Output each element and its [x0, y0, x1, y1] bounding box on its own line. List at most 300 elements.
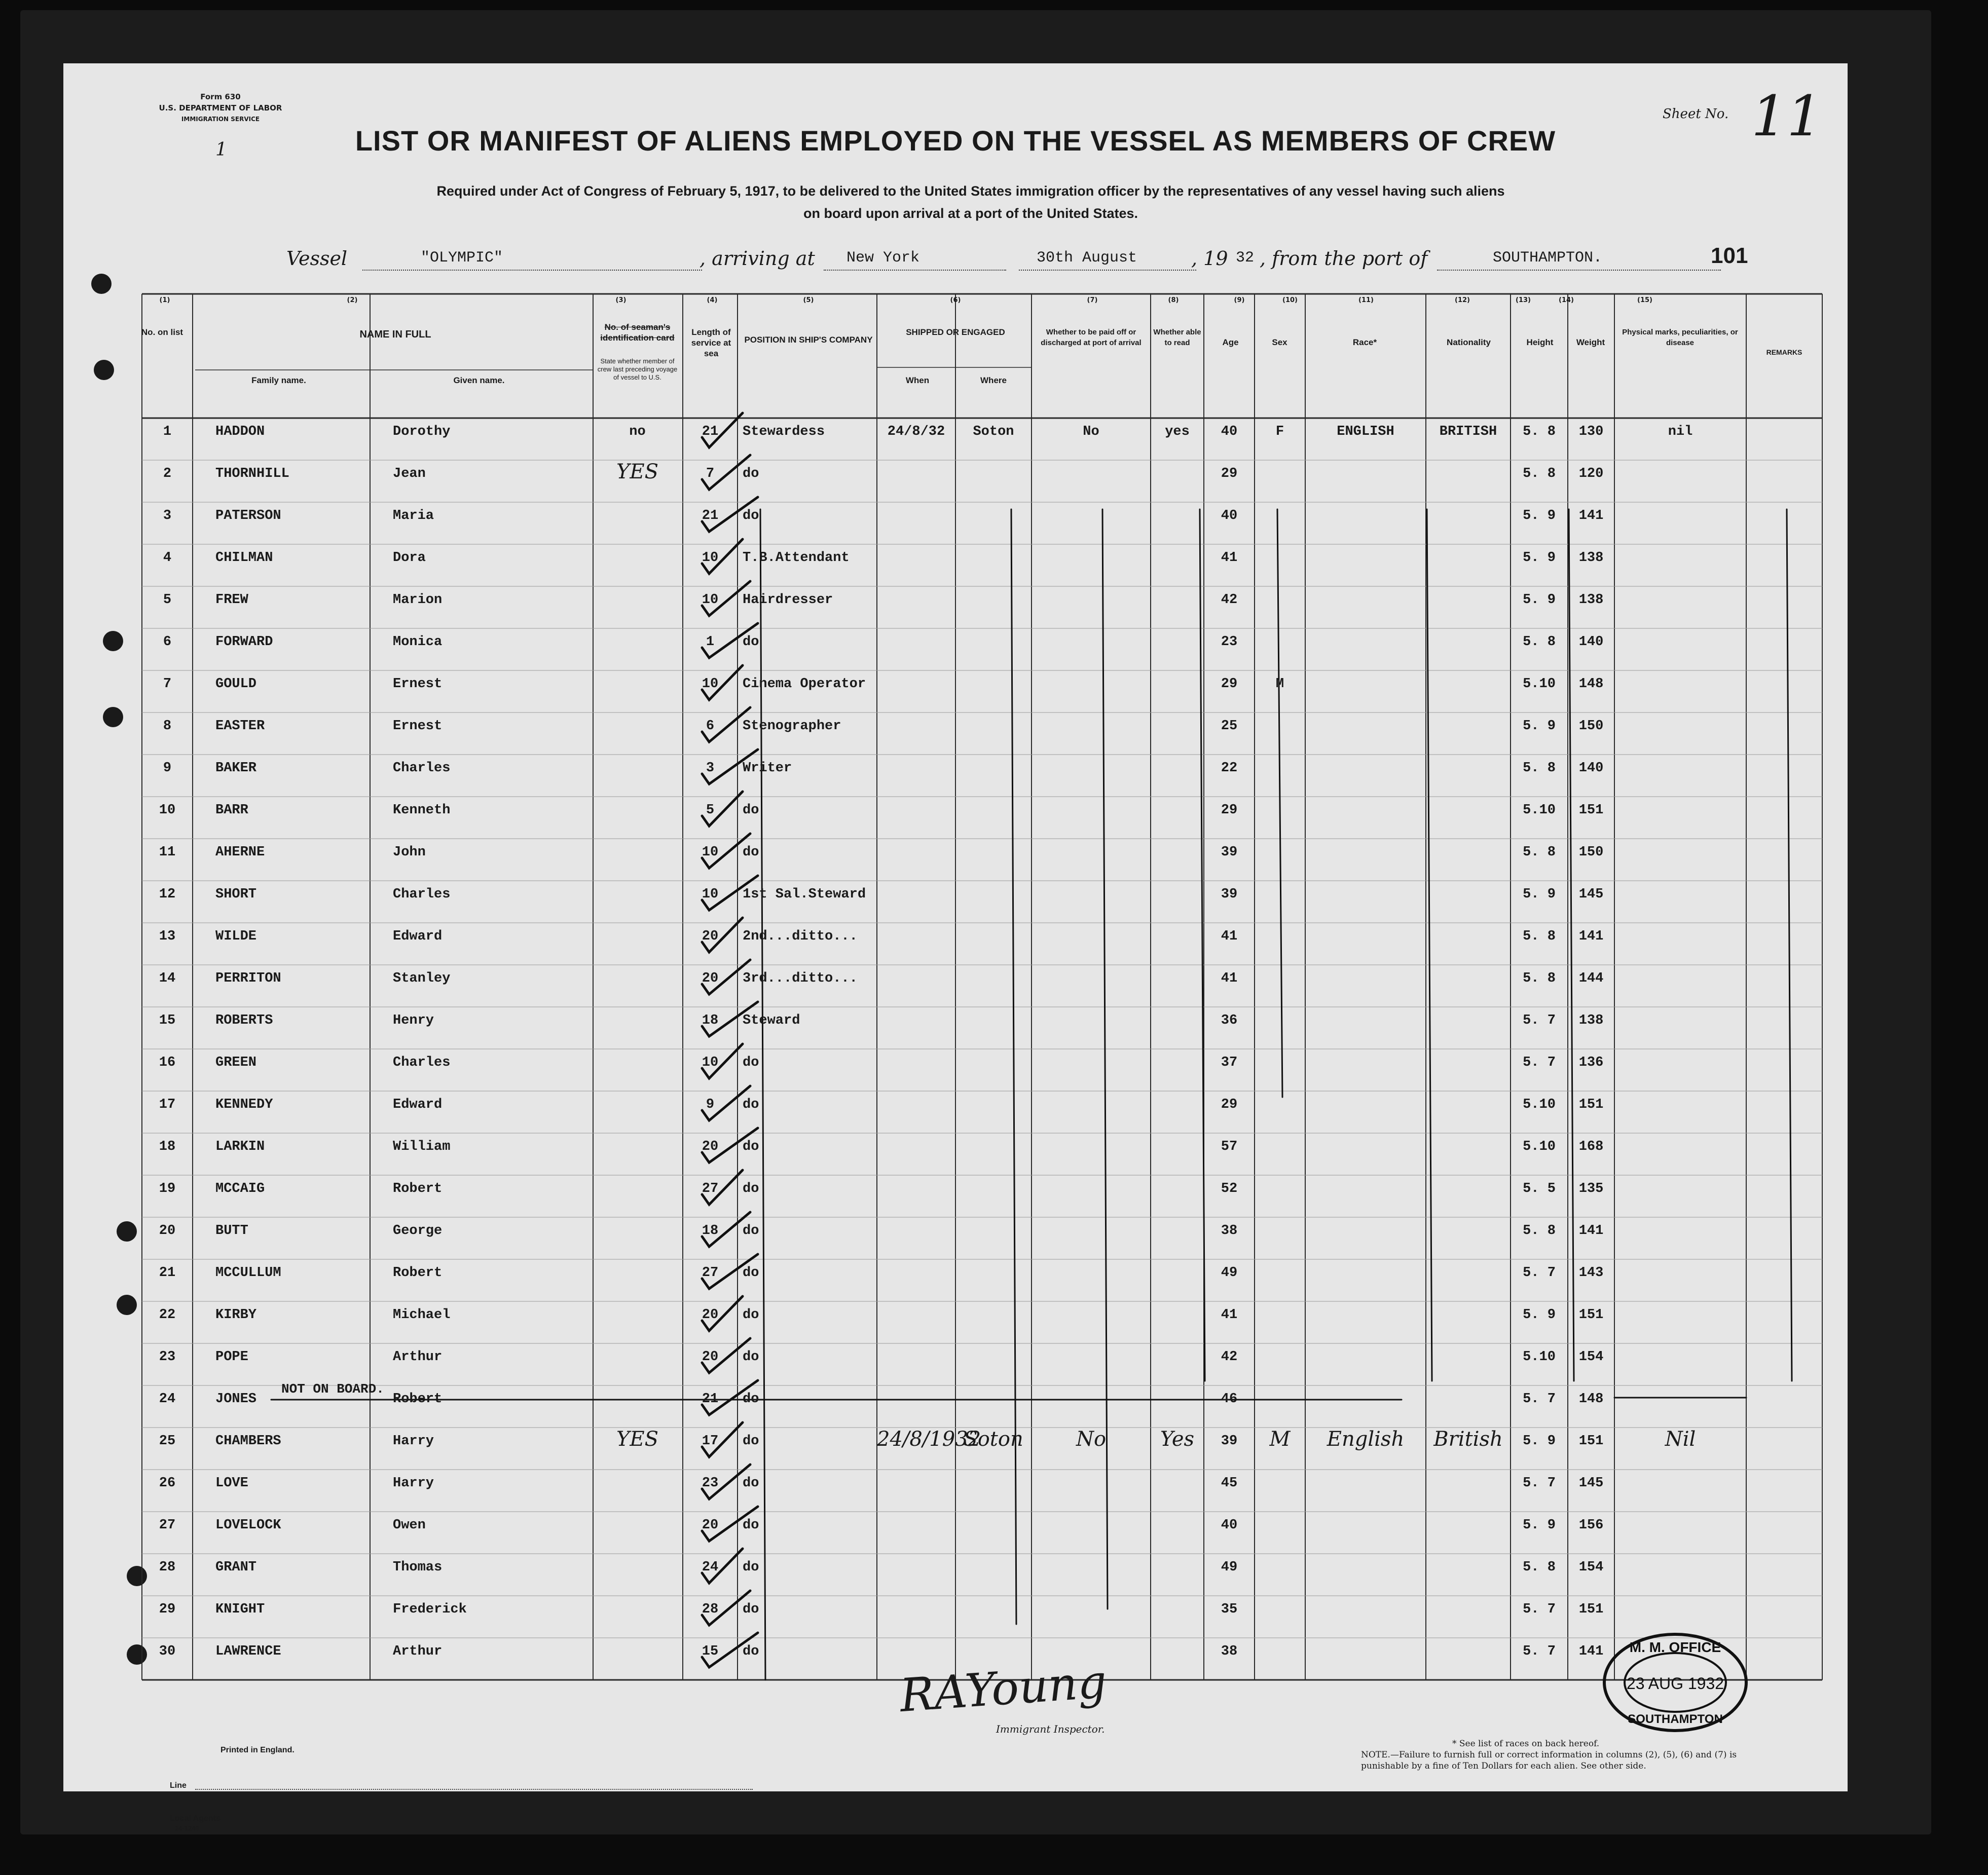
- cell-service: 10: [702, 592, 719, 608]
- cell-family: MCCAIG: [215, 1181, 265, 1196]
- cell-no: 13: [159, 929, 176, 944]
- cell-no: 18: [159, 1139, 176, 1154]
- cell-given: Robert: [393, 1265, 443, 1281]
- cell-age: 52: [1221, 1181, 1238, 1196]
- cell-position: do: [743, 1349, 759, 1365]
- cell-family: LAWRENCE: [215, 1644, 281, 1659]
- cell-given: Edward: [393, 1097, 443, 1112]
- cell-no: 23: [159, 1349, 176, 1365]
- cell-no: 3: [163, 508, 172, 523]
- cell-position: do: [743, 1476, 759, 1491]
- cell-position: Writer: [743, 761, 792, 776]
- cell-given: Owen: [393, 1518, 426, 1533]
- cell-no: 2: [163, 466, 172, 481]
- cell-position: do: [743, 1392, 759, 1407]
- cell-read: yes: [1165, 424, 1190, 439]
- cell-service: 20: [702, 1307, 719, 1323]
- line-field: [195, 1789, 753, 1790]
- cell-weight: 130: [1578, 424, 1604, 439]
- header-name-in-full: NAME IN FULL: [359, 329, 431, 340]
- header-where: Where: [980, 376, 1007, 385]
- cell-position: do: [743, 466, 759, 481]
- cell-nat: BRITISH: [1439, 424, 1497, 439]
- cell-sex: M: [1275, 677, 1284, 692]
- arrival-date: 30th August: [1037, 249, 1137, 267]
- cell-position: do: [743, 1518, 759, 1533]
- cell-height: 5. 9: [1523, 719, 1556, 734]
- cell-family: CHILMAN: [215, 550, 273, 566]
- cell-family: LOVE: [215, 1476, 248, 1491]
- cell-read: Yes: [1160, 1428, 1195, 1451]
- cell-sex: M: [1269, 1428, 1291, 1451]
- cell-no: 24: [159, 1392, 176, 1407]
- cell-age: 37: [1221, 1055, 1238, 1070]
- column-number: (6): [950, 296, 961, 304]
- cell-given: Marion: [393, 592, 443, 608]
- margin-mark: 1: [215, 139, 227, 160]
- cell-weight: 120: [1578, 466, 1604, 481]
- cell-weight: 140: [1578, 634, 1604, 650]
- cell-no: 10: [159, 803, 176, 818]
- cell-service: 10: [702, 1055, 719, 1070]
- document-title: LIST OR MANIFEST OF ALIENS EMPLOYED ON THE VESSEL AS MEMBERS OF CREW: [355, 125, 1556, 157]
- cell-age: 49: [1221, 1265, 1238, 1281]
- cell-family: ROBERTS: [215, 1013, 273, 1028]
- cell-service: 20: [702, 1139, 719, 1154]
- cell-family: AHERNE: [215, 845, 265, 860]
- header-able-to-read: Whether able to read: [1153, 328, 1201, 347]
- cell-given: Harry: [393, 1434, 434, 1449]
- cell-when: 24/8/32: [887, 424, 945, 439]
- cell-no: 15: [159, 1013, 176, 1028]
- cell-family: KIRBY: [215, 1307, 257, 1323]
- cell-prev: no: [629, 424, 646, 439]
- cell-height: 5. 7: [1523, 1265, 1556, 1281]
- cell-position: do: [743, 1644, 759, 1659]
- cell-height: 5. 8: [1523, 845, 1556, 860]
- header-when: When: [905, 376, 930, 385]
- cell-no: 7: [163, 677, 172, 692]
- cell-age: 23: [1221, 634, 1238, 650]
- cell-no: 9: [163, 761, 172, 776]
- cell-age: 36: [1221, 1013, 1238, 1028]
- cell-weight: 154: [1578, 1560, 1604, 1575]
- header-previous-voyage: State whether member of crew last preceding voyage of vessel to U.S.: [597, 357, 678, 381]
- cell-given: Ernest: [393, 719, 443, 734]
- cell-age: 29: [1221, 677, 1238, 692]
- cell-prev: YES: [616, 460, 658, 483]
- cell-age: 42: [1221, 1349, 1238, 1365]
- cell-position: do: [743, 1055, 759, 1070]
- cell-weight: 151: [1578, 1602, 1604, 1617]
- cell-height: 5. 9: [1523, 508, 1556, 523]
- cell-service: 3: [706, 761, 715, 776]
- cell-given: Arthur: [393, 1644, 443, 1659]
- cell-position: do: [743, 1097, 759, 1112]
- cell-no: 6: [163, 634, 172, 650]
- cell-weight: 138: [1578, 550, 1604, 566]
- cell-given: Charles: [393, 1055, 451, 1070]
- cell-position: do: [743, 1434, 759, 1449]
- cell-family: BAKER: [215, 761, 257, 776]
- cell-height: 5. 8: [1523, 971, 1556, 986]
- form-number: Form 630: [200, 92, 241, 101]
- manifest-page: [63, 63, 1848, 1791]
- cell-weight: 141: [1578, 1644, 1604, 1659]
- cell-age: 29: [1221, 1097, 1238, 1112]
- cell-position: do: [743, 1223, 759, 1239]
- sheet-number-label: Sheet No.: [1663, 106, 1729, 122]
- cell-position: do: [743, 1307, 759, 1323]
- cell-family: THORNHILL: [215, 466, 289, 481]
- cell-height: 5. 9: [1523, 550, 1556, 566]
- header-family-name: Family name.: [251, 376, 306, 385]
- subtitle-line: on board upon arrival at a port of the United States.: [803, 206, 1138, 221]
- cell-height: 5. 7: [1523, 1055, 1556, 1070]
- cell-weight: 151: [1578, 1434, 1604, 1449]
- penalty-note: NOTE.—Failure to furnish full or correct information in columns (2), (5), (6) and (7) is punishable by a fine of Ten Dollars for each alien. See other side.: [1361, 1750, 1737, 1771]
- cell-service: 10: [702, 845, 719, 860]
- cell-height: 5. 8: [1523, 929, 1556, 944]
- cell-given: Thomas: [393, 1560, 443, 1575]
- arrival-year: 32: [1236, 249, 1255, 267]
- cell-age: 40: [1221, 424, 1238, 439]
- cell-height: 5. 9: [1523, 1518, 1556, 1533]
- cell-weight: 145: [1578, 887, 1604, 902]
- cell-no: 21: [159, 1265, 176, 1281]
- cell-marks: nil: [1668, 424, 1693, 439]
- cell-given: Henry: [393, 1013, 434, 1028]
- cell-weight: 141: [1578, 1223, 1604, 1239]
- cell-given: Jean: [393, 466, 426, 481]
- cell-no: 27: [159, 1518, 176, 1533]
- service-name: IMMIGRATION SERVICE: [181, 116, 260, 123]
- cell-weight: 141: [1578, 508, 1604, 523]
- header-remarks: REMARKS: [1766, 348, 1802, 356]
- cell-position: do: [743, 845, 759, 860]
- cell-age: 40: [1221, 1518, 1238, 1533]
- cell-service: 20: [702, 1518, 719, 1533]
- cell-position: do: [743, 1265, 759, 1281]
- cell-service: 1: [706, 634, 715, 650]
- cell-family: JONES: [215, 1392, 257, 1407]
- cell-position: 1st Sal.Steward: [743, 887, 866, 902]
- cell-family: BARR: [215, 803, 248, 818]
- cell-weight: 156: [1578, 1518, 1604, 1533]
- cell-age: 41: [1221, 1307, 1238, 1323]
- cell-height: 5. 7: [1523, 1602, 1556, 1617]
- cell-age: 39: [1221, 887, 1238, 902]
- cell-position: T.B.Attendant: [743, 550, 850, 566]
- cell-no: 11: [159, 845, 176, 860]
- cell-no: 5: [163, 592, 172, 608]
- cell-given: Monica: [393, 634, 443, 650]
- cell-family: FREW: [215, 592, 248, 608]
- cell-weight: 140: [1578, 761, 1604, 776]
- cell-service: 10: [702, 677, 719, 692]
- stamp-place: SOUTHAMPTON: [1628, 1712, 1723, 1726]
- cell-family: CHAMBERS: [215, 1434, 281, 1449]
- cell-given: Harry: [393, 1476, 434, 1491]
- form-code: 14-1240: [175, 1824, 199, 1832]
- cell-position: Cinema Operator: [743, 677, 866, 692]
- office-stamp: [1599, 1629, 1751, 1736]
- cell-no: 1: [163, 424, 172, 439]
- cell-given: Michael: [393, 1307, 451, 1323]
- cell-given: Charles: [393, 761, 451, 776]
- cell-age: 35: [1221, 1602, 1238, 1617]
- cell-height: 5. 9: [1523, 887, 1556, 902]
- cell-age: 40: [1221, 508, 1238, 523]
- cell-position: do: [743, 1560, 759, 1575]
- stamp-date: 23 AUG 1932: [1626, 1674, 1724, 1693]
- cell-family: PERRITON: [215, 971, 281, 986]
- cell-prev: YES: [616, 1428, 658, 1451]
- cell-no: 17: [159, 1097, 176, 1112]
- cell-service: 27: [702, 1181, 719, 1196]
- cell-no: 28: [159, 1560, 176, 1575]
- cell-when: 24/8/1932: [877, 1428, 981, 1451]
- cell-age: 49: [1221, 1560, 1238, 1575]
- header-race: Race*: [1352, 338, 1377, 347]
- header-sex: Sex: [1272, 338, 1287, 347]
- cell-family: WILDE: [215, 929, 257, 944]
- header-height: Height: [1526, 338, 1554, 347]
- cell-given: Frederick: [393, 1602, 467, 1617]
- cell-family: KENNEDY: [215, 1097, 273, 1112]
- cell-position: do: [743, 1139, 759, 1154]
- cell-height: 5. 8: [1523, 466, 1556, 481]
- cell-weight: 150: [1578, 719, 1604, 734]
- cell-height: 5. 7: [1523, 1013, 1556, 1028]
- departure-port: SOUTHAMPTON.: [1493, 249, 1603, 267]
- cell-position: do: [743, 803, 759, 818]
- printed-in: Printed in England.: [220, 1746, 294, 1754]
- cell-service: 21: [702, 1392, 719, 1407]
- cell-height: 5.10: [1523, 1097, 1556, 1112]
- column-number: (2): [347, 296, 358, 304]
- page-number: 101: [1711, 243, 1748, 268]
- cell-weight: 138: [1578, 1013, 1604, 1028]
- stamp-office: M. M. OFFICE: [1629, 1639, 1721, 1655]
- subtitle-line: Required under Act of Congress of February 5, 1917, to be delivered to the United States immigration officer by the representatives of any vessel having such aliens: [436, 183, 1505, 199]
- cell-age: 45: [1221, 1476, 1238, 1491]
- cell-service: 23: [702, 1476, 719, 1491]
- cell-position: Stewardess: [743, 424, 825, 439]
- agents-label: Local Agents: [170, 1814, 220, 1823]
- cell-service: 18: [702, 1013, 719, 1028]
- cell-given: John: [393, 845, 426, 860]
- cell-family: POPE: [215, 1349, 248, 1365]
- cell-weight: 148: [1578, 677, 1604, 692]
- column-number: (8): [1168, 296, 1179, 304]
- header-physical-marks: Physical marks, peculiarities, or disease: [1622, 328, 1738, 347]
- cell-service: 18: [702, 1223, 719, 1239]
- cell-age: 42: [1221, 592, 1238, 608]
- cell-weight: 145: [1578, 1476, 1604, 1491]
- cell-service: 5: [706, 803, 715, 818]
- column-number: (15): [1637, 296, 1652, 304]
- cell-service: 27: [702, 1265, 719, 1281]
- cell-age: 39: [1221, 845, 1238, 860]
- cell-age: 29: [1221, 803, 1238, 818]
- cell-age: 57: [1221, 1139, 1238, 1154]
- cell-service: 10: [702, 550, 719, 566]
- cell-position: do: [743, 1181, 759, 1196]
- header-position: POSITION IN SHIP'S COMPANY: [744, 335, 873, 345]
- column-number: (5): [803, 296, 814, 304]
- cell-height: 5. 9: [1523, 1307, 1556, 1323]
- not-on-board-annotation: NOT ON BOARD.: [281, 1381, 384, 1397]
- cell-given: George: [393, 1223, 443, 1239]
- cell-height: 5.10: [1523, 1349, 1556, 1365]
- cell-age: 29: [1221, 466, 1238, 481]
- cell-no: 12: [159, 887, 176, 902]
- cell-height: 5. 5: [1523, 1181, 1556, 1196]
- cell-given: Edward: [393, 929, 443, 944]
- cell-height: 5. 8: [1523, 761, 1556, 776]
- column-number: (9): [1234, 296, 1245, 304]
- cell-weight: 151: [1578, 803, 1604, 818]
- cell-service: 7: [706, 466, 715, 481]
- cell-family: LARKIN: [215, 1139, 265, 1154]
- cell-weight: 136: [1578, 1055, 1604, 1070]
- cell-position: do: [743, 508, 759, 523]
- cell-no: 30: [159, 1644, 176, 1659]
- cell-height: 5.10: [1523, 677, 1556, 692]
- header-no-on-list: No. on list: [141, 327, 183, 337]
- cell-height: 5. 8: [1523, 634, 1556, 650]
- cell-given: Dora: [393, 550, 426, 566]
- cell-family: FORWARD: [215, 634, 273, 650]
- cell-height: 5. 8: [1523, 424, 1556, 439]
- cell-height: 5. 7: [1523, 1476, 1556, 1491]
- cell-family: LOVELOCK: [215, 1518, 281, 1533]
- cell-where: Soton: [964, 1428, 1023, 1451]
- cell-weight: 154: [1578, 1349, 1604, 1365]
- header-paid-off: Whether to be paid off or discharged at port of arrival: [1041, 328, 1142, 347]
- from-port-label: , from the port of: [1260, 247, 1428, 270]
- cell-height: 5. 8: [1523, 1223, 1556, 1239]
- cell-given: Dorothy: [393, 424, 451, 439]
- cell-age: 39: [1221, 1434, 1238, 1449]
- cell-race: English: [1327, 1428, 1405, 1451]
- cell-height: 5.10: [1523, 803, 1556, 818]
- cell-position: Steward: [743, 1013, 800, 1028]
- cell-service: 20: [702, 971, 719, 986]
- cell-no: 19: [159, 1181, 176, 1196]
- cell-weight: 151: [1578, 1307, 1604, 1323]
- cell-given: Charles: [393, 887, 451, 902]
- cell-position: Stenographer: [743, 719, 841, 734]
- cell-service: 17: [702, 1434, 719, 1449]
- column-number: (10): [1282, 296, 1298, 304]
- year-label: , 19: [1191, 247, 1228, 270]
- cell-no: 29: [159, 1602, 176, 1617]
- sheet-number: 11: [1751, 84, 1822, 148]
- cell-where: Soton: [973, 424, 1014, 439]
- column-number: (1): [159, 296, 170, 304]
- cell-age: 25: [1221, 719, 1238, 734]
- cell-service: 20: [702, 1349, 719, 1365]
- cell-family: KNIGHT: [215, 1602, 265, 1617]
- header-nationality: Nationality: [1447, 338, 1491, 347]
- cell-service: 15: [702, 1644, 719, 1659]
- cell-given: Kenneth: [393, 803, 451, 818]
- cell-given: Robert: [393, 1392, 443, 1407]
- cell-age: 38: [1221, 1644, 1238, 1659]
- header-length-of-service: Length of service at sea: [691, 327, 731, 358]
- cell-no: 16: [159, 1055, 176, 1070]
- cell-no: 22: [159, 1307, 176, 1323]
- cell-position: do: [743, 634, 759, 650]
- column-number: (7): [1087, 296, 1098, 304]
- cell-weight: 138: [1578, 592, 1604, 608]
- vessel-label: Vessel: [286, 247, 348, 270]
- arriving-label: , arriving at: [700, 247, 815, 270]
- cell-weight: 151: [1578, 1097, 1604, 1112]
- cell-height: 5. 9: [1523, 1434, 1556, 1449]
- cell-family: GREEN: [215, 1055, 257, 1070]
- cell-height: 5. 7: [1523, 1644, 1556, 1659]
- cell-family: EASTER: [215, 719, 265, 734]
- cell-service: 21: [702, 424, 719, 439]
- department-name: U.S. DEPARTMENT OF LABOR: [159, 103, 282, 113]
- cell-family: PATERSON: [215, 508, 281, 523]
- cell-age: 41: [1221, 929, 1238, 944]
- race-note: * See list of races on back hereof.: [1452, 1739, 1600, 1749]
- column-number: (4): [707, 296, 718, 304]
- cell-no: 25: [159, 1434, 176, 1449]
- header-age: Age: [1222, 338, 1239, 347]
- cell-family: GRANT: [215, 1560, 257, 1575]
- cell-marks: Nil: [1665, 1428, 1696, 1451]
- cell-sex: F: [1275, 424, 1284, 439]
- cell-age: 46: [1221, 1392, 1238, 1407]
- arrival-port: New York: [846, 249, 920, 267]
- cell-service: 24: [702, 1560, 719, 1575]
- column-number: (3): [615, 296, 627, 304]
- line-label: Line: [170, 1781, 187, 1790]
- cell-family: GOULD: [215, 677, 257, 692]
- header-given-name: Given name.: [453, 376, 505, 385]
- inspector-label: Immigrant Inspector.: [996, 1723, 1105, 1735]
- cell-family: HADDON: [215, 424, 265, 439]
- inspector-signature: RAYoung: [898, 1655, 1109, 1723]
- cell-age: 38: [1221, 1223, 1238, 1239]
- cell-no: 4: [163, 550, 172, 566]
- cell-given: Ernest: [393, 677, 443, 692]
- cell-given: William: [393, 1139, 451, 1154]
- cell-position: Hairdresser: [743, 592, 833, 608]
- cell-position: 3rd...ditto...: [743, 971, 858, 986]
- cell-nat: British: [1433, 1428, 1503, 1451]
- vessel-name: "OLYMPIC": [421, 249, 503, 267]
- cell-age: 41: [1221, 550, 1238, 566]
- cell-given: Arthur: [393, 1349, 443, 1365]
- cell-family: SHORT: [215, 887, 257, 902]
- cell-family: MCCULLUM: [215, 1265, 281, 1281]
- cell-weight: 141: [1578, 929, 1604, 944]
- cell-weight: 148: [1578, 1392, 1604, 1407]
- cell-paid: No: [1076, 1428, 1107, 1451]
- cell-age: 41: [1221, 971, 1238, 986]
- cell-weight: 150: [1578, 845, 1604, 860]
- cell-service: 9: [706, 1097, 715, 1112]
- column-number: (14): [1559, 296, 1574, 304]
- footer-note: [1361, 1738, 1756, 1772]
- cell-position: 2nd...ditto...: [743, 929, 858, 944]
